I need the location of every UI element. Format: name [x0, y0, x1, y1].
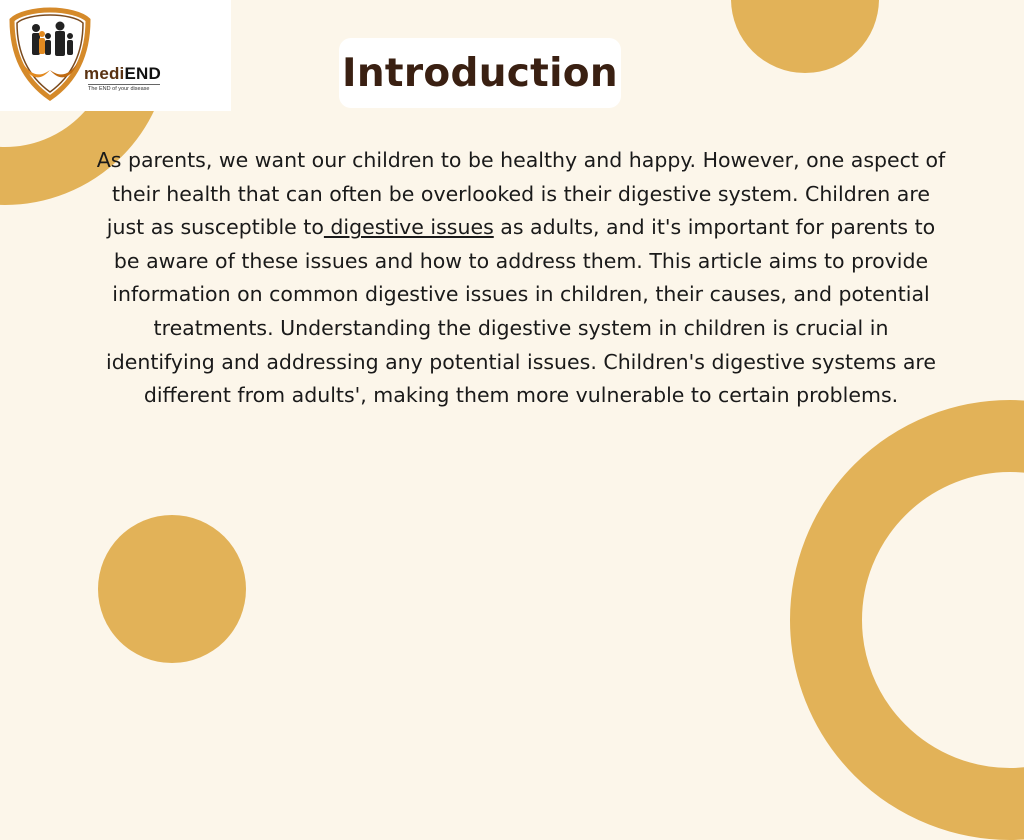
intro-paragraph [96, 144, 946, 413]
decorative-circle-top-right [731, 0, 879, 73]
intro-text-part1: As parents, we want our children to be healthy and happy. However, one aspect of their health that can often be overlooked is their digestive system. Children are just as susceptible to [96, 148, 946, 240]
title-card [339, 38, 621, 108]
brand-name: mediEND [84, 64, 161, 83]
brand-tagline: The END of your disease [88, 84, 160, 92]
digestive-issues-link[interactable]: digestive issues [323, 215, 494, 240]
logo [0, 0, 231, 111]
page-title: Introduction [342, 50, 618, 96]
decorative-arc-bottom-right [790, 400, 1024, 840]
family-shield-icon [8, 6, 92, 102]
intro-text-part2: as adults, and it's important for parents to be aware of these issues and how to address them. This article aims to provide information on common digestive issues in children, their causes, and potential treatments. Understanding the digestive system in children is crucial in identifying and addressing any potential issues. Children's digestive systems are different from adults', making them more vulnerable to certain problems. [106, 215, 936, 408]
decorative-circle-bottom-left [98, 515, 246, 663]
